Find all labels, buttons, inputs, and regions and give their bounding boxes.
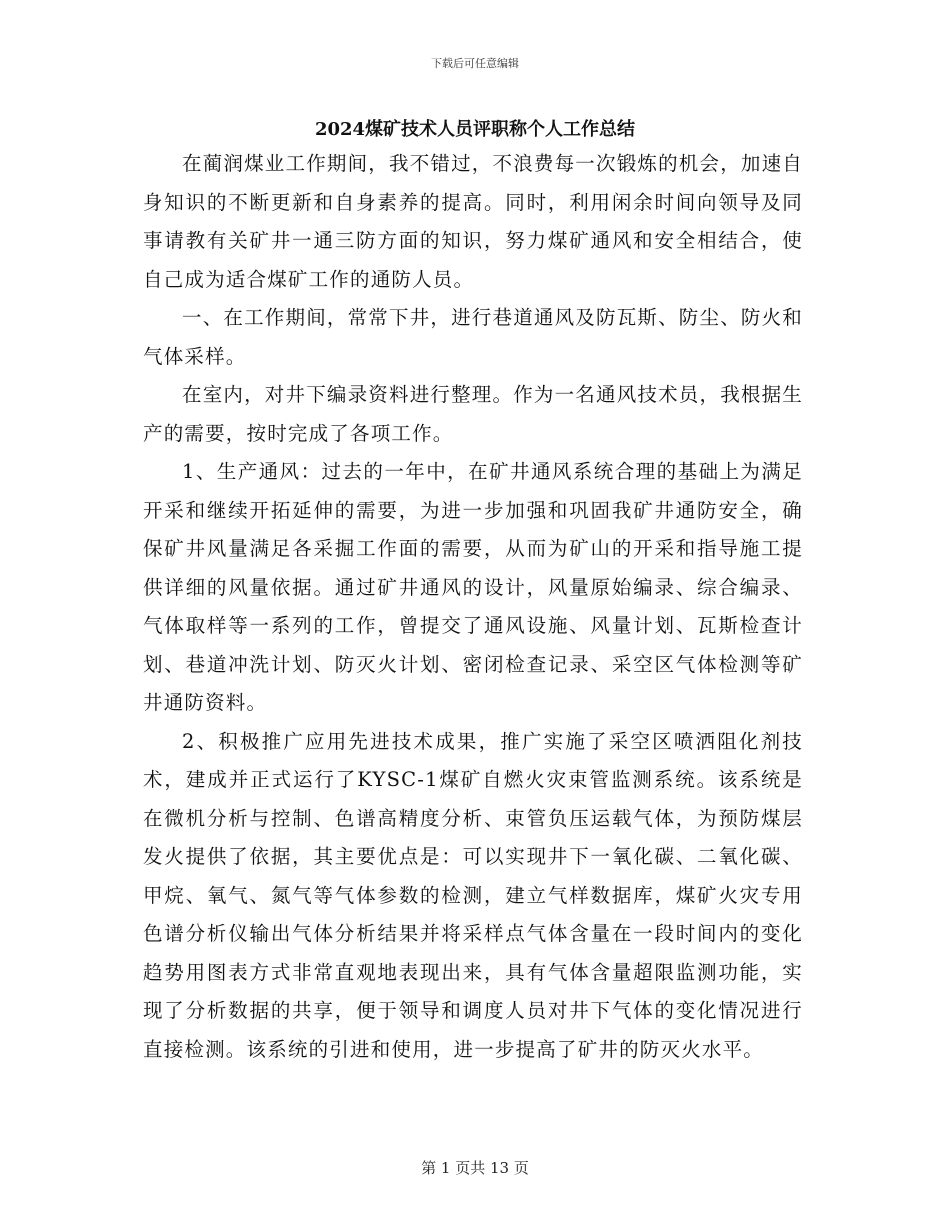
paragraph-indoor-work: 在室内，对井下编录资料进行整理。作为一名通风技术员，我根据生产的需要，按时完成了各项工作。 <box>143 383 804 445</box>
paragraph-section-one: 一、在工作期间，常常下井，进行巷道通风及防瓦斯、防尘、防火和气体采样。 <box>143 306 804 368</box>
document-body <box>143 145 803 1069</box>
paragraph-intro: 在蔺润煤业工作期间，我不错过，不浪费每一次锻炼的机会，加速自身知识的不断更新和自身素养的提高。同时，利用闲余时间向领导及同事请教有关矿井一通三防方面的知识，努力煤矿通风和安全相结合，使自己成为适合煤矿工作的通防人员。 <box>143 152 804 291</box>
header-note: 下载后可任意编辑 <box>431 57 519 70</box>
paragraph-technology-promotion: 2、积极推广应用先进技术成果，推广实施了采空区喷洒阻化剂技术，建成并正式运行了KYSC-1煤矿自燃火灾束管监测系统。该系统是在微机分析与控制、色谱高精度分析、束管负压运载气体，为预防煤层发火提供了依据，其主要优点是：可以实现井下一氧化碳、二氧化碳、甲烷、氧气、氮气等气体参数的检测，建立气样数据库，煤矿火灾专用色谱分析仪输出气体分析结果并将采样点气体含量在一段时间内的变化趋势用图表方式非常直观地表现出来，具有气体含量超限监测功能，实现了分析数据的共享，便于领导和调度人员对井下气体的变化情况进行直接检测。该系统的引进和使用，进一步提高了矿井的防灭火水平。 <box>143 729 803 1061</box>
page-footer: 第 1 页共 13 页 <box>421 1159 529 1177</box>
document-title: 2024煤矿技术人员评职称个人工作总结 <box>314 119 636 140</box>
paragraph-production-ventilation: 1、生产通风：过去的一年中，在矿井通风系统合理的基础上为满足开采和继续开拓延伸的需要，为进一步加强和巩固我矿井通防安全，确保矿井风量满足各采掘工作面的需要，从而为矿山的开采和指导施工提供详细的风量依据。通过矿井通风的设计，风量原始编录、综合编录、气体取样等一系列的工作，曾提交了通风设施、风量计划、瓦斯检查计划、巷道冲洗计划、防灭火计划、密闭检查记录、采空区气体检测等矿井通防资料。 <box>143 460 803 714</box>
